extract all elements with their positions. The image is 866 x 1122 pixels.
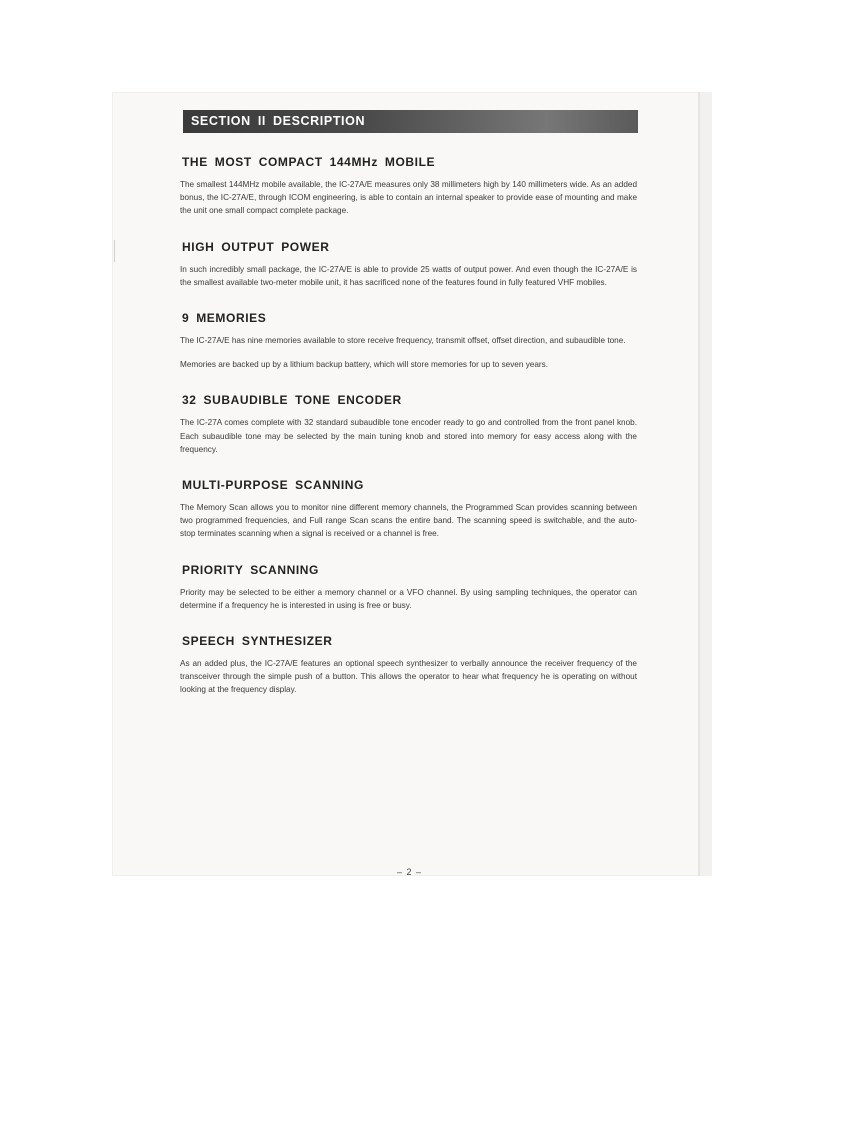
paragraph-speech-synthesizer: As an added plus, the IC-27A/E features an optional speech synthesizer to verbally announce the receiver frequency of the transceiver through the simple push of a button. This allows the operator to hear what frequency he is operating on without looking at the frequency display. [180,659,637,695]
page-number: – 2 – [397,867,423,877]
section-tone-encoder [179,393,637,456]
paragraph-memories-1: The IC-27A/E has nine memories available to store receive frequency, transmit offset, offset direction, and subaudible tone. [180,336,626,346]
heading-speech-synthesizer: SPEECH SYNTHESIZER [182,634,333,649]
paragraph-compact-mobile: The smallest 144MHz mobile available, the IC-27A/E measures only 38 millimeters high by 140 millimeters wide. As an added bonus, the IC-27A/E, through ICOM engineering, is able to contain an internal speaker to provide ease of mounting and make the unit one small compact complete package. [180,180,637,216]
heading-memories: 9 MEMORIES [182,311,267,326]
paragraph-priority-scanning: Priority may be selected to be either a memory channel or a VFO channel. By using sampling techniques, the operator can determine if a frequency he is interested in using is free or busy. [180,587,637,610]
heading-multi-purpose-scanning: MULTI-PURPOSE SCANNING [182,478,364,493]
paragraph-multi-purpose-scanning: The Memory Scan allows you to monitor nine different memory channels, the Programmed Scan provides scanning between two programmed frequencies, and Full range Scan scans the entire band. The scanning speed is switchable, and the auto-stop terminates scanning when a signal is received or a channel is free. [180,503,637,539]
heading-tone-encoder: 32 SUBAUDIBLE TONE ENCODER [182,393,402,408]
scan-mark [114,240,115,262]
paragraph-high-output-power: In such incredibly small package, the IC-27A/E is able to provide 25 watts of output power. And even though the IC-27A/E is the smallest available two-meter mobile unit, it has sacrificed none of the features found in fully featured VHF mobiles. [180,264,637,287]
section-title: SECTION II DESCRIPTION [191,114,366,128]
heading-compact-mobile: THE MOST COMPACT 144MHz MOBILE [182,155,436,169]
section-multi-purpose-scanning [179,478,637,541]
section-compact-mobile [179,155,637,218]
section-speech-synthesizer [179,634,637,697]
section-priority-scanning [179,563,637,612]
manual-page [112,92,712,876]
heading-priority-scanning: PRIORITY SCANNING [182,562,319,577]
section-high-output-power [179,240,637,289]
paragraph-tone-encoder: The IC-27A comes complete with 32 standard subaudible tone encoder ready to go and controlled from the front panel knob. Each subaudible tone may be selected by the main tuning knob and stored into memory for easy access along with the frequency. [180,418,637,454]
heading-high-output-power: HIGH OUTPUT POWER [182,239,330,254]
section-memories [179,311,637,371]
section-header-bar [183,110,638,133]
page-content [179,155,637,719]
paragraph-memories-2: Memories are backed up by a lithium backup battery, which will store memories for up to seven years. [180,360,548,370]
